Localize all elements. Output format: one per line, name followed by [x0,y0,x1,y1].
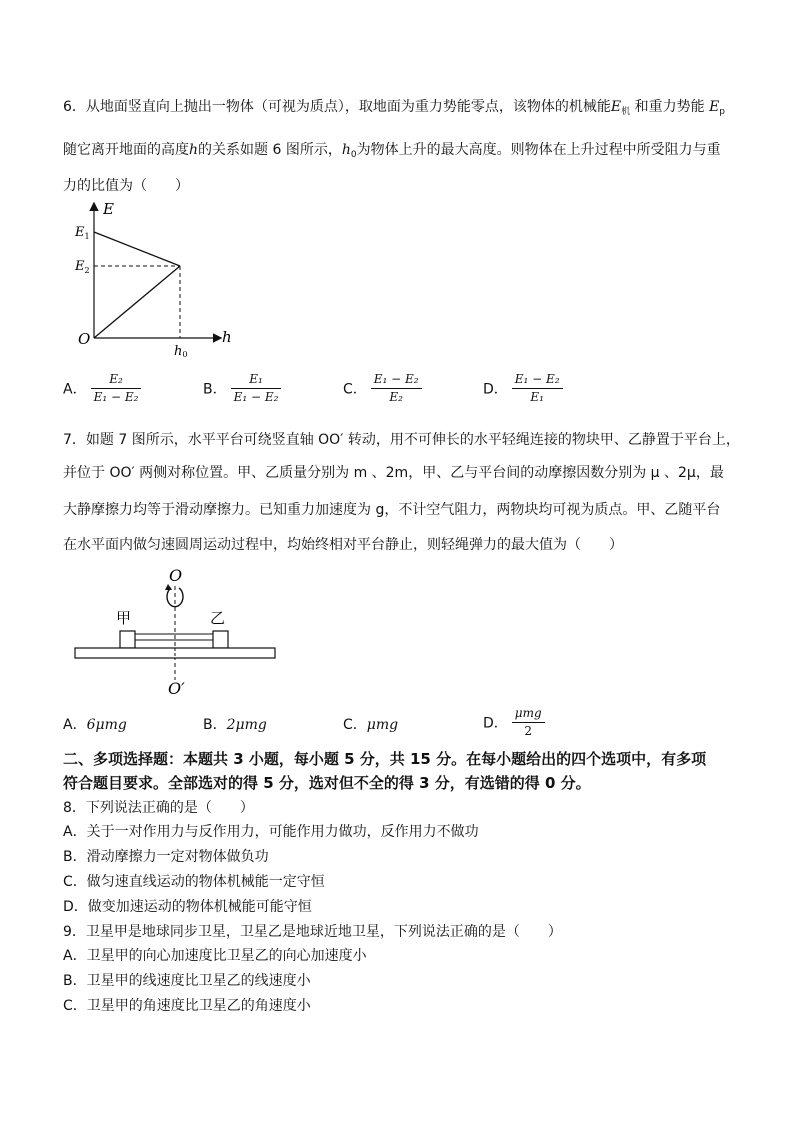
block-yi [213,631,228,648]
q8-option-d[interactable]: D．做变加速运动的物体机械能可能守恒 [63,899,312,915]
q7-option-a[interactable]: A．6μmg [63,717,127,733]
q6-stem-line-1: 6．从地面竖直向上抛出一物体（可视为质点），取地面为重力势能零点，该物体的机械能$E_机$ 和重力势能 $E_p$ [63,99,726,117]
q6-option-d[interactable]: D． $\frac{\text{E₁ − E₂}}{\text{E₁}}$ [483,372,563,405]
block-jia-label: 甲 [116,609,132,627]
q7-stem-line-4: 在水平面内做匀速圆周运动过程中，均始终相对平台静止，则轻绳弹力的最大值为（ ） [63,537,623,553]
h0-label: h0 [174,344,188,358]
q9-option-a[interactable]: A．卫星甲的向心加速度比卫星乙的向心加速度小 [63,948,367,964]
e1-label: $E_1$ [75,225,90,241]
q7-option-d[interactable]: D． $\frac{\text{μmg}}{2}$ [483,706,545,739]
potential-energy-line [94,266,180,338]
block-yi-label: 乙 [210,609,226,627]
block-jia [120,631,135,648]
q8-stem: 8．下列说法正确的是（ ） [63,800,254,816]
q7-stem-line-2: 并位于 OO′ 两侧对称位置。甲、乙质量分别为 m 、2m，甲、乙与平台间的动摩擦因数分别为 μ 、2μ，最 [63,465,724,481]
section-2-heading-line-1: 二、多项选择题：本题共 3 小题，每小题 5 分，共 15 分。在每小题给出的四个选项中，有多项 [63,750,707,768]
q6-option-c[interactable]: C． $\frac{\text{E₁ − E₂}}{\text{E₂}}$ [343,372,422,405]
q6-energy-height-graph [70,198,240,358]
q6-stem-line-2: 随它离开地面的高度h的关系如题 6 图所示，$h_0$为物体上升的最大高度。则物体在上升过程中所受阻力与重 [63,142,721,160]
q7-stem-line-1: 7．如题 7 图所示，水平平台可绕竖直轴 OO′ 转动，用不可伸长的水平轻绳连接的物块甲、乙静置于平台上， [63,432,740,448]
q6-option-a[interactable]: A． $\frac{\text{E₂}}{\text{E₁ − E₂}}$ [63,372,141,405]
x-axis-label: h [222,328,232,346]
q9-option-b[interactable]: B．卫星甲的线速度比卫星乙的线速度小 [63,973,311,989]
q8-option-b[interactable]: B．滑动摩擦力一定对物体做负功 [63,849,269,865]
q8-option-c[interactable]: C．做匀速直线运动的物体机械能一定守恒 [63,874,325,890]
origin-label: O [78,330,91,348]
q6-stem-line-3: 力的比值为（ ） [63,178,189,194]
section-2-heading-line-2: 符合题目要求。全部选对的得 5 分，选对但不全的得 3 分，有选错的得 0 分。 [63,774,591,792]
q9-stem: 9．卫星甲是地球同步卫星，卫星乙是地球近地卫星，下列说法正确的是（ ） [63,924,562,940]
q7-option-b[interactable]: B．2μmg [203,717,267,733]
q7-stem-line-3: 大静摩擦力均等于滑动摩擦力。已知重力加速度为 g，不计空气阻力，两物块均可视为质点。甲、乙随平台 [63,502,721,518]
q7-option-c[interactable]: C．μmg [343,717,399,733]
y-axis-label: E [103,200,114,218]
q7-platform-figure [70,562,285,700]
q6-option-b[interactable]: B． $\frac{\text{E₁}}{\text{E₁ − E₂}}$ [203,372,281,405]
e2-label: $E_2$ [75,259,90,275]
mechanical-energy-line [94,232,180,266]
axis-top-label: O [169,566,183,585]
q9-option-c[interactable]: C．卫星甲的角速度比卫星乙的角速度小 [63,998,311,1014]
axis-bottom-label: O′ [168,679,185,698]
q8-option-a[interactable]: A．关于一对作用力与反作用力，可能作用力做功，反作用力不做功 [63,824,479,840]
